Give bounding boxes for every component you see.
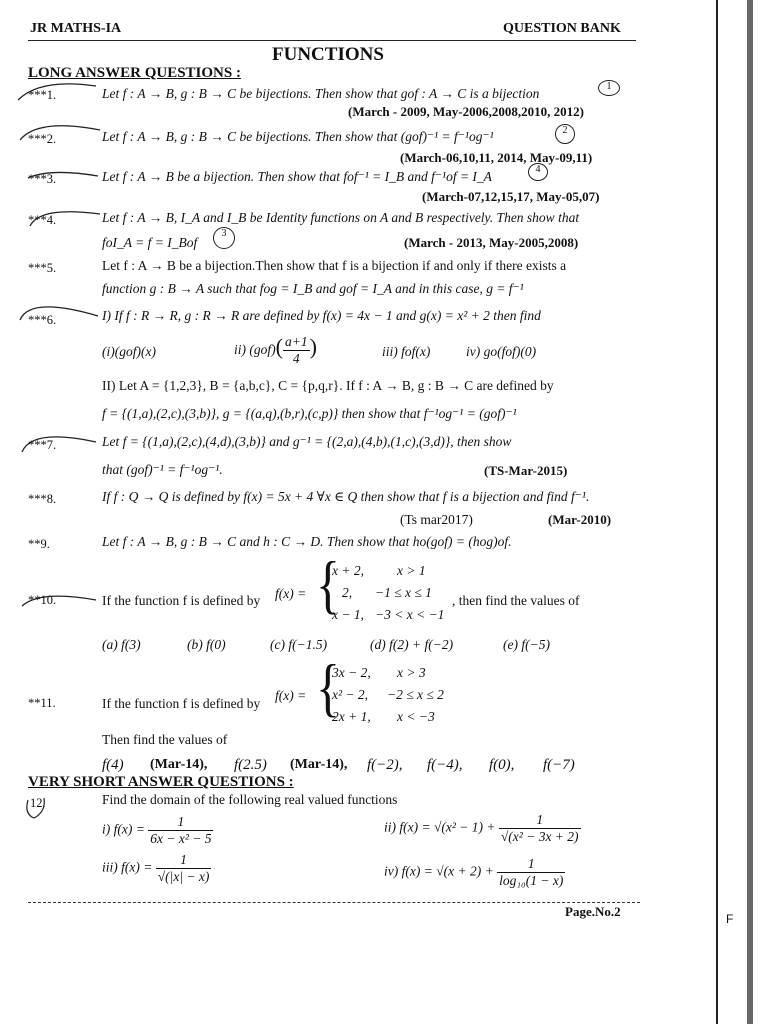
- q1-text: Let f : A → B, g : B → C be bijections. Then show that gof : A → C is a bijection: [102, 86, 540, 101]
- q11-number: **11.: [28, 696, 56, 710]
- q10-case1-expr: x + 2,: [332, 563, 364, 578]
- q6-frac-den: 4: [292, 351, 300, 367]
- q4-number: ***4.: [28, 213, 57, 227]
- pen-mark-q1: [18, 84, 96, 100]
- pen-mark-q10: [22, 596, 96, 606]
- q12-i-den: 6x − x² − 5: [150, 831, 212, 846]
- q1-mark: 1: [598, 80, 620, 96]
- q11-fx: f(x) =: [275, 688, 307, 703]
- q11-ref2: (Mar-14),: [290, 757, 348, 772]
- pen-mark-q3: [28, 172, 98, 178]
- q2-mark: 2: [555, 124, 575, 144]
- q12-ii-den: √(x² − 3x + 2): [500, 829, 579, 844]
- page-title: FUNCTIONS: [272, 44, 384, 65]
- q6-text-line1: I) If f : R → R, g : R → R are defined by f(x) = 4x − 1 and g(x) = x² + 2 then find: [102, 308, 541, 323]
- q11-brace: {: [316, 650, 340, 724]
- q11-val-f0: f(0),: [489, 757, 515, 773]
- q6-part-iv: iv) go(fof)(0): [466, 344, 537, 359]
- q11-case2-cond: −2 ≤ x ≤ 2: [387, 687, 444, 702]
- edge-letter: F: [726, 912, 734, 926]
- q2-number: ***2.: [28, 132, 57, 146]
- q4-ref: (March - 2013, May-2005,2008): [404, 235, 579, 250]
- q10-part-e: (e) f(−5): [503, 637, 550, 652]
- q12-iv-num: 1: [497, 856, 565, 873]
- q12-i-lead: i) f(x) =: [102, 821, 145, 837]
- q7-ref: (TS-Mar-2015): [484, 463, 568, 478]
- q11-case3-expr: 2x + 1,: [332, 709, 371, 724]
- section-very-short: VERY SHORT ANSWER QUESTIONS :: [28, 774, 294, 790]
- q8-ref-mar: (Mar-2010): [548, 512, 612, 527]
- q10-part-b: (b) f(0): [187, 637, 226, 652]
- header-subject: JR MATHS-IA: [30, 21, 122, 36]
- q11-val-f25: f(2.5): [234, 757, 267, 773]
- q11-val-fm7: f(−7): [543, 757, 575, 773]
- q10-fx: f(x) =: [275, 586, 307, 601]
- q9-number: **9.: [28, 537, 50, 551]
- q6-text-line3: f = {(1,a),(2,c),(3,b)}, g = {(a,q),(b,r),(c,p)} then show that f⁻¹og⁻¹ = (gof)⁻¹: [102, 406, 517, 421]
- q6-number: ***6.: [28, 313, 57, 327]
- q10-part-a: (a) f(3): [102, 637, 141, 652]
- q11-then: Then find the values of: [102, 732, 228, 747]
- q6-part-iii: iii) fof(x): [382, 344, 431, 359]
- q10-case3-expr: x − 1,: [332, 607, 364, 622]
- q1-number: ***1.: [28, 88, 57, 102]
- q10-part-c: (c) f(−1.5): [270, 637, 328, 652]
- q5-text-line2: function g : B → A such that fog = I_B and gof = I_A and in this case, g = f⁻¹: [102, 281, 524, 296]
- q6-part-i: (i)(gof)(x): [102, 344, 156, 359]
- q7-text-line1: Let f = {(1,a),(2,c),(4,d),(3,b)} and g⁻¹ = {(2,a),(4,b),(1,c),(3,d)}, then show: [102, 434, 512, 449]
- q11-case1-cond: x > 3: [397, 665, 426, 680]
- q6-part-ii: ii) (gof)( $\frac{a+1}{4}$ ): [234, 334, 317, 367]
- q8-number: ***8.: [28, 492, 57, 506]
- pen-mark-q2: [20, 126, 100, 140]
- q12-text: Find the domain of the following real valued functions: [102, 792, 398, 807]
- q12-iv-den: log₁₀(1 − x): [499, 873, 564, 888]
- q10-brace: {: [316, 547, 340, 621]
- q3-mark: 4: [528, 163, 548, 181]
- footer-page-number: Page.No.2: [565, 904, 621, 919]
- q10-part-d: (d) f(2) + f(−2): [370, 637, 454, 652]
- q12-iv-lead: iv) f(x) = √(x + 2) +: [384, 863, 494, 879]
- q12-ii-lead: ii) f(x) = √(x² − 1) +: [384, 819, 496, 835]
- q3-ref: (March-07,12,15,17, May-05,07): [422, 189, 600, 204]
- q11-lead: If the function f is defined by: [102, 696, 261, 711]
- q6-text-line2: II) Let A = {1,2,3}, B = {a,b,c}, C = {p,q,r}. If f : A → B, g : B → C are defined by: [102, 378, 554, 393]
- q11-case2-expr: x² − 2,: [332, 687, 369, 702]
- q7-number: ***7.: [28, 438, 57, 452]
- q3-number: ***3.: [28, 172, 57, 186]
- q12-iii-den: √(|x| − x): [157, 869, 210, 884]
- q2-ref: (March-06,10,11, 2014, May-09,11): [400, 150, 593, 165]
- q10-tail: , then find the values of: [452, 593, 580, 608]
- section-long-answer: LONG ANSWER QUESTIONS :: [28, 65, 241, 81]
- q6-part-ii-label: ii) (gof): [234, 342, 276, 357]
- q6-frac-num: a+1: [284, 334, 308, 350]
- q10-case1-cond: x > 1: [397, 563, 426, 578]
- q12-iii-num: 1: [156, 852, 212, 869]
- q10-case3-cond: −3 < x < −1: [375, 607, 445, 622]
- q12-ii-num: 1: [499, 812, 581, 829]
- q1-ref: (March - 2009, May-2006,2008,2010, 2012): [348, 104, 584, 119]
- q12-iii-lead: iii) f(x) =: [102, 859, 153, 875]
- q10-case2-expr: 2,: [342, 585, 353, 600]
- q3-text: Let f : A → B be a bijection. Then show that fof⁻¹ = I_B and f⁻¹of = I_A: [102, 169, 492, 184]
- q9-text: Let f : A → B, g : B → C and h : C → D. Then show that ho(gof) = (hog)of.: [102, 534, 512, 549]
- pen-mark-q7: [22, 437, 96, 452]
- q5-text-line1: Let f : A → B be a bijection.Then show that f is a bijection if and only if there exists a: [102, 258, 567, 273]
- q8-ref-ts: (Ts mar2017): [400, 512, 473, 527]
- q11-ref1: (Mar-14),: [150, 757, 208, 772]
- q10-number: **10.: [28, 593, 57, 607]
- header-bank: QUESTION BANK: [503, 21, 621, 36]
- q4-text-line2: foI_A = f = I_Bof: [102, 235, 198, 250]
- q4-mark: 3: [213, 227, 235, 249]
- q11-val-f4: f(4): [102, 757, 124, 773]
- q11-case1-expr: 3x − 2,: [332, 665, 371, 680]
- q11-case3-cond: x < −3: [397, 709, 435, 724]
- q10-case2-cond: −1 ≤ x ≤ 1: [375, 585, 432, 600]
- q2-text: Let f : A → B, g : B → C be bijections. Then show that (gof)⁻¹ = f⁻¹og⁻¹: [102, 129, 494, 144]
- q7-text-line2: that (gof)⁻¹ = f⁻¹og⁻¹.: [102, 462, 223, 477]
- q5-number: ***5.: [28, 261, 57, 275]
- q4-text-line1: Let f : A → B, I_A and I_B be Identity functions on A and B respectively. Then show that: [102, 210, 580, 225]
- q11-val-fm2: f(−2),: [367, 757, 403, 773]
- q11-val-fm4: f(−4),: [427, 757, 463, 773]
- q12-number: 12.: [30, 796, 46, 810]
- pen-mark-q6: [20, 307, 98, 320]
- pen-mark-q4: [30, 212, 100, 226]
- pen-mark-q12: [27, 798, 44, 818]
- q10-lead: If the function f is defined by: [102, 593, 261, 608]
- q8-text: If f : Q → Q is defined by f(x) = 5x + 4 ∀x ∈ Q then show that f is a bijection and find f⁻¹.: [102, 489, 590, 504]
- q12-i-num: 1: [148, 814, 213, 831]
